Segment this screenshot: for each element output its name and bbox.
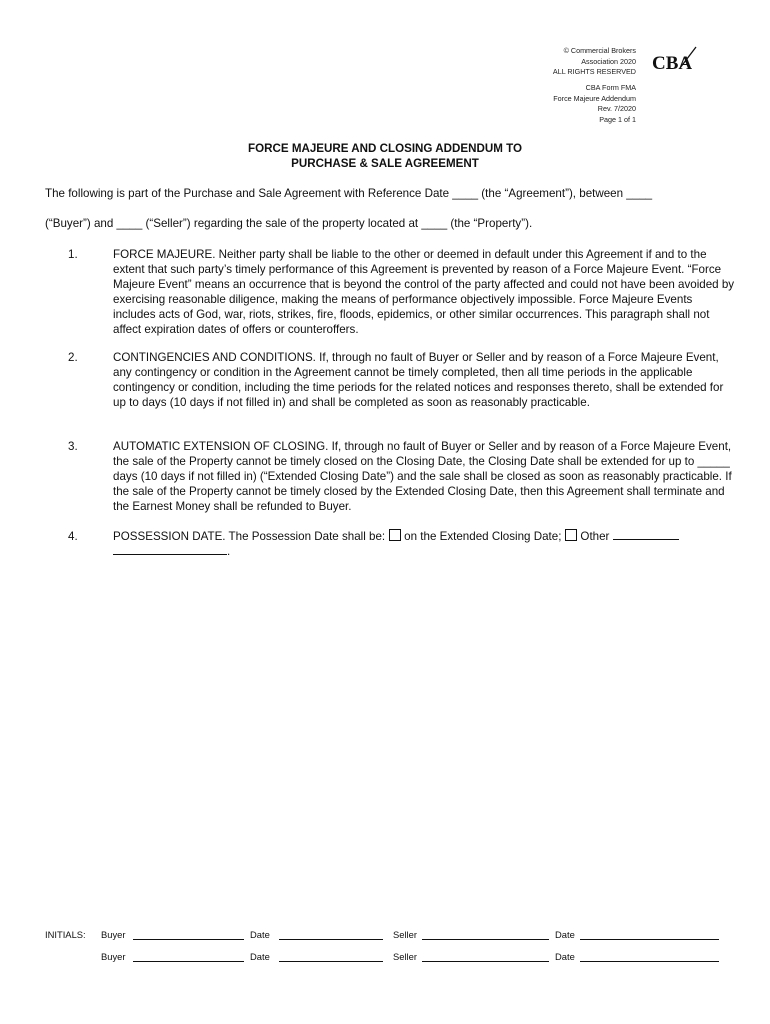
cba-logo bbox=[650, 44, 698, 76]
copyright-notice bbox=[553, 46, 636, 78]
form-line-1: CBA Form FMA bbox=[585, 83, 636, 92]
form-identifier bbox=[553, 83, 636, 125]
buyer-date-line[interactable] bbox=[279, 929, 383, 940]
date-label: Date bbox=[250, 929, 270, 940]
buyer-initials-line[interactable] bbox=[133, 951, 244, 962]
paragraph-contingencies bbox=[45, 350, 735, 410]
title-line-1: FORCE MAJEURE AND CLOSING ADDENDUM TO bbox=[248, 142, 522, 155]
paragraph-text: AUTOMATIC EXTENSION OF CLOSING. If, through no fault of Buyer or Seller and by reason of a Force Majeure Event, the sale of the Property cannot be timely closed on the Closing Date, the Closing Date shall be extended for up to _____ days (10 days if not filled in) (“Extended Closing Date”) and the sale shall be closed as soon as reasonably practicable. If the sale of the Property cannot be timely closed by the Extended Closing Date, then this Agreement shall terminate and the Earnest Money shall be refunded to Buyer. bbox=[113, 440, 732, 513]
paragraph-text bbox=[113, 529, 735, 559]
buyer-label: Buyer bbox=[101, 929, 126, 940]
seller-date-line[interactable] bbox=[580, 951, 719, 962]
paragraph-number: 4. bbox=[68, 530, 78, 543]
initials-row-2 bbox=[45, 951, 735, 965]
initials-row-1 bbox=[45, 929, 735, 943]
copyright-line-2: Association 2020 bbox=[581, 56, 636, 66]
paragraph-number: 2. bbox=[68, 351, 78, 364]
date-label: Date bbox=[555, 929, 575, 940]
extended-closing-option-label: on the Extended Closing Date; bbox=[404, 530, 562, 543]
seller-label: Seller bbox=[393, 951, 417, 962]
paragraph-force-majeure bbox=[45, 247, 735, 337]
date-label: Date bbox=[555, 951, 575, 962]
intro-line-2: (“Buyer”) and ____ (“Seller”) regarding the sale of the property located at ____ (the “Property”). bbox=[45, 217, 533, 230]
paragraph-possession-date bbox=[45, 529, 735, 559]
other-option-label: Other bbox=[580, 530, 610, 543]
seller-date-line[interactable] bbox=[580, 929, 719, 940]
intro-line-1: The following is part of the Purchase and Sale Agreement with Reference Date ____ (the “Agreement”), between ____ bbox=[45, 187, 653, 200]
form-line-2: Force Majeure Addendum bbox=[553, 93, 636, 103]
form-line-3: Rev. 7/2020 bbox=[597, 104, 636, 113]
title-line-2: PURCHASE & SALE AGREEMENT bbox=[291, 157, 479, 170]
extended-closing-checkbox[interactable] bbox=[389, 529, 401, 541]
document-title bbox=[0, 141, 770, 171]
buyer-date-line[interactable] bbox=[279, 951, 383, 962]
buyer-label: Buyer bbox=[101, 951, 126, 962]
paragraph-number: 1. bbox=[68, 248, 78, 261]
logo-text: CBA bbox=[652, 53, 693, 74]
seller-initials-line[interactable] bbox=[422, 951, 549, 962]
paragraph-text: CONTINGENCIES AND CONDITIONS. If, through no fault of Buyer or Seller and by reason of a Force Majeure Event, any contingency or condition in the Agreement cannot be timely completed, then all time periods in the applicable contingency or condition, including the time periods for the related notices and responses thereto, shall be extended for up to days (10 days if not filled in) and shall be completed as soon as reasonably practicable. bbox=[113, 351, 724, 409]
buyer-initials-line[interactable] bbox=[133, 929, 244, 940]
possession-label: POSSESSION DATE. The Possession Date shall be: bbox=[113, 530, 386, 543]
other-blank-line-2[interactable] bbox=[113, 544, 227, 555]
paragraph-end: . bbox=[227, 545, 231, 558]
copyright-line-3: ALL RIGHTS RESERVED bbox=[552, 67, 636, 76]
copyright-line-1: © Commercial Brokers bbox=[563, 46, 636, 55]
seller-initials-line[interactable] bbox=[422, 929, 549, 940]
paragraph-text: FORCE MAJEURE. Neither party shall be liable to the other or deemed in default under this Agreement if and to the extent that such party’s timely performance of this Agreement is prevented by reason of a Force Majeure Event. “Force Majeure Event” means an occurrence that is beyond the control of the party affected and could not have been avoided by exercising reasonable diligence, making the means of performance objectively impossible. Force Majeure Events includes acts of God, war, riots, strikes, fire, floods, epidemics, or other similar occurrences. This paragraph shall not affect expiration dates of offers or counteroffers. bbox=[113, 248, 735, 336]
date-label: Date bbox=[250, 951, 270, 962]
form-line-4: Page 1 of 1 bbox=[599, 114, 636, 124]
paragraph-number: 3. bbox=[68, 440, 78, 453]
paragraph-closing-extension bbox=[45, 439, 735, 514]
other-checkbox[interactable] bbox=[565, 529, 577, 541]
seller-label: Seller bbox=[393, 929, 417, 940]
other-blank-line[interactable] bbox=[613, 529, 679, 540]
initials-label: INITIALS: bbox=[45, 929, 86, 940]
